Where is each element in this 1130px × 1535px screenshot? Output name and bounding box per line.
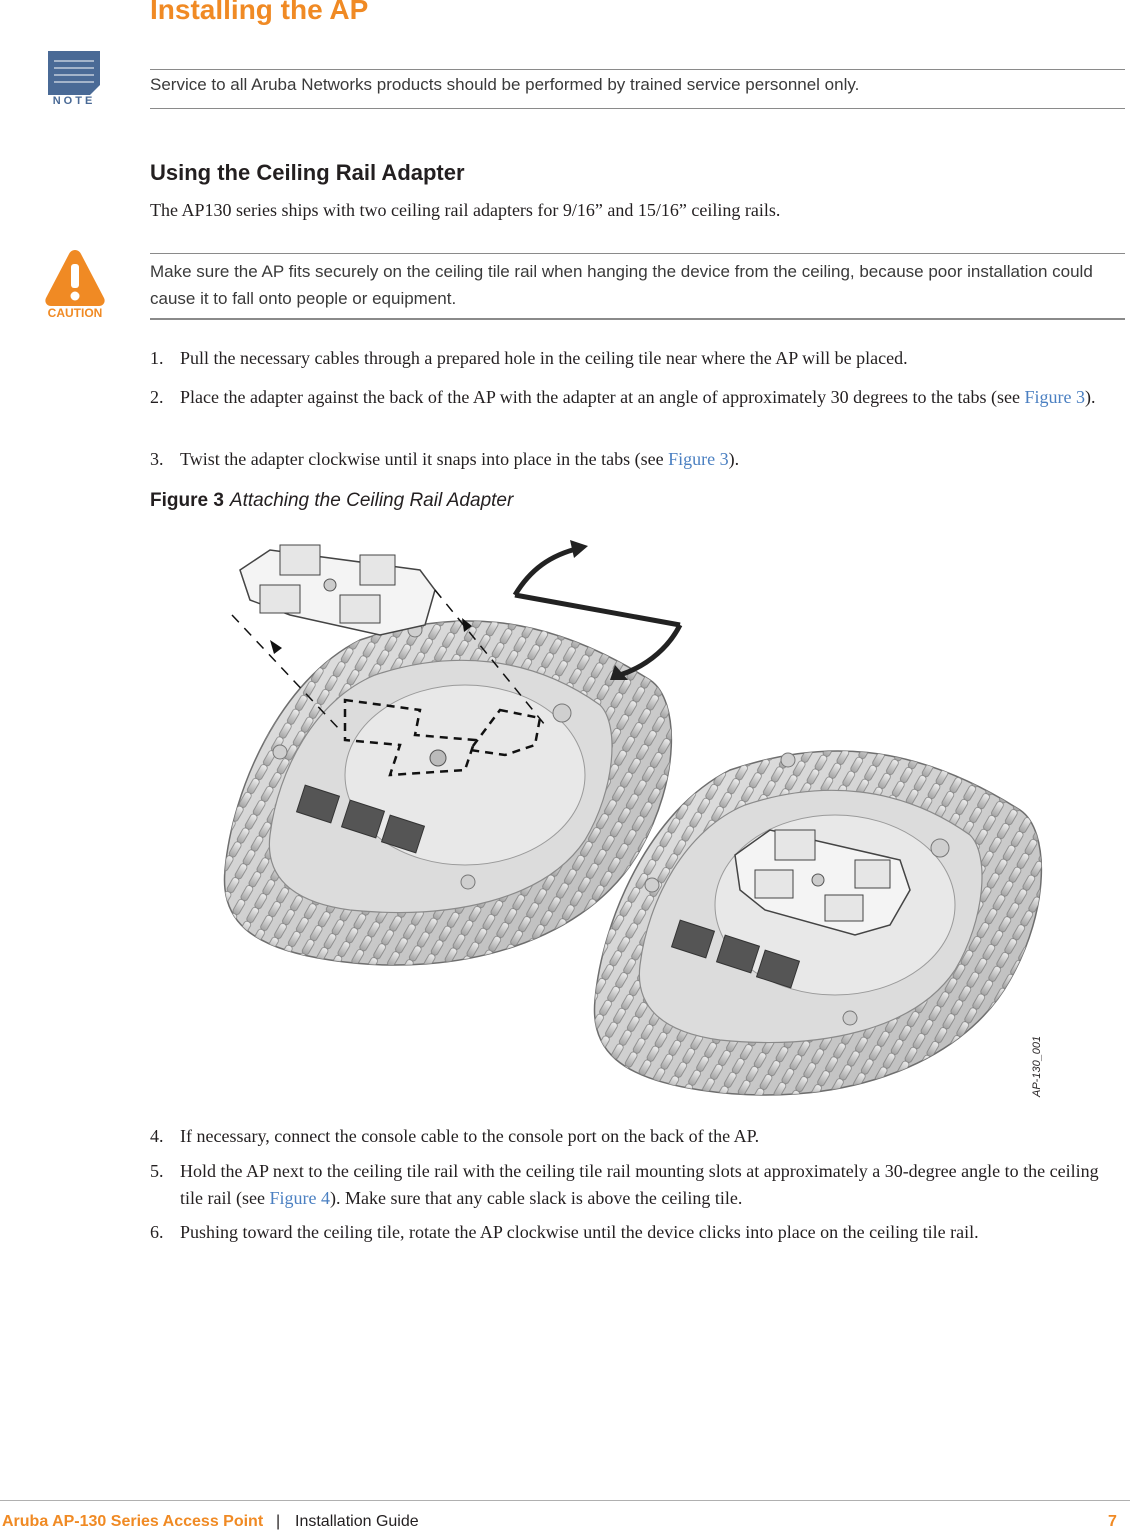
step-number: 6.: [150, 1222, 164, 1242]
figure-3-link[interactable]: Figure 3: [668, 449, 729, 469]
step-number: 5.: [150, 1161, 164, 1181]
footer-rule: [0, 1500, 1130, 1501]
page-heading: Installing the AP: [150, 0, 369, 25]
step-number: 2.: [150, 387, 164, 407]
caution-icon-label: CAUTION: [47, 306, 103, 320]
caution-text: Make sure the AP fits securely on the ceiling tile rail when hanging the device from the ceiling, because poor installation could cause it to fall onto people or equipment.: [150, 262, 1093, 308]
step-number: 1.: [150, 348, 164, 368]
page-number: 7: [1108, 1513, 1117, 1530]
section-intro: The AP130 series ships with two ceiling rail adapters for 9/16” and 15/16” ceiling rails.: [150, 200, 781, 220]
step-text: Place the adapter against the back of the AP with the adapter at an angle of approximately 30 degrees to the tabs (see: [180, 387, 1025, 407]
step-text-container: [180, 1158, 1125, 1212]
figure-image-id: AP-130_001: [1031, 1035, 1043, 1097]
footer-product: Aruba AP-130 Series Access Point: [2, 1513, 264, 1530]
access-point-left: [224, 621, 671, 965]
step-text-container: [180, 384, 1125, 411]
step-text-after: ). Make sure that any cable slack is above the ceiling tile.: [329, 1188, 743, 1208]
figure-3-link[interactable]: Figure 3: [1024, 387, 1086, 407]
section-title: Using the Ceiling Rail Adapter: [150, 160, 465, 185]
note-icon: [46, 49, 102, 105]
step-text: If necessary, connect the console cable to the console port on the back of the AP.: [180, 1126, 760, 1146]
note-text: Service to all Aruba Networks products should be performed by trained service personnel only.: [150, 75, 860, 94]
caution-rule-top: [150, 253, 1125, 254]
step-number: 4.: [150, 1126, 164, 1146]
figure-illustration: [210, 530, 1060, 1115]
caution-icon: [38, 246, 112, 320]
footer-guide: Installation Guide: [295, 1513, 419, 1530]
note-icon-label: NOTE: [52, 95, 96, 105]
step-text: Twist the adapter clockwise until it snaps into place in the tabs (see: [180, 449, 669, 469]
step-text: Hold the AP next to the ceiling tile rail with the ceiling tile rail mounting slots at approximately a 30-degree angle to the ceiling tile rail (see: [180, 1161, 1099, 1208]
figure-caption: [150, 490, 513, 512]
ap-adapter-illustration: [210, 530, 1060, 1115]
step-text-after: ).: [728, 449, 740, 469]
figure-label: Figure 3: [150, 490, 224, 511]
rail-adapter-loose: [240, 545, 435, 635]
step-text: Pull the necessary cables through a prepared hole in the ceiling tile near where the AP will be placed.: [180, 348, 908, 368]
step-text-container: [180, 446, 1125, 473]
step-text-after: ).: [1085, 387, 1096, 407]
footer-separator: |: [276, 1513, 281, 1530]
caution-rule-bottom: [150, 318, 1125, 320]
step-number: 3.: [150, 449, 164, 469]
figure-title: Attaching the Ceiling Rail Adapter: [229, 490, 514, 511]
figure-4-link[interactable]: Figure 4: [269, 1188, 330, 1208]
note-rule-top: [150, 69, 1125, 70]
note-rule-bottom: [150, 108, 1125, 109]
step-text: Pushing toward the ceiling tile, rotate the AP clockwise until the device clicks into place on the ceiling tile rail.: [180, 1222, 979, 1242]
